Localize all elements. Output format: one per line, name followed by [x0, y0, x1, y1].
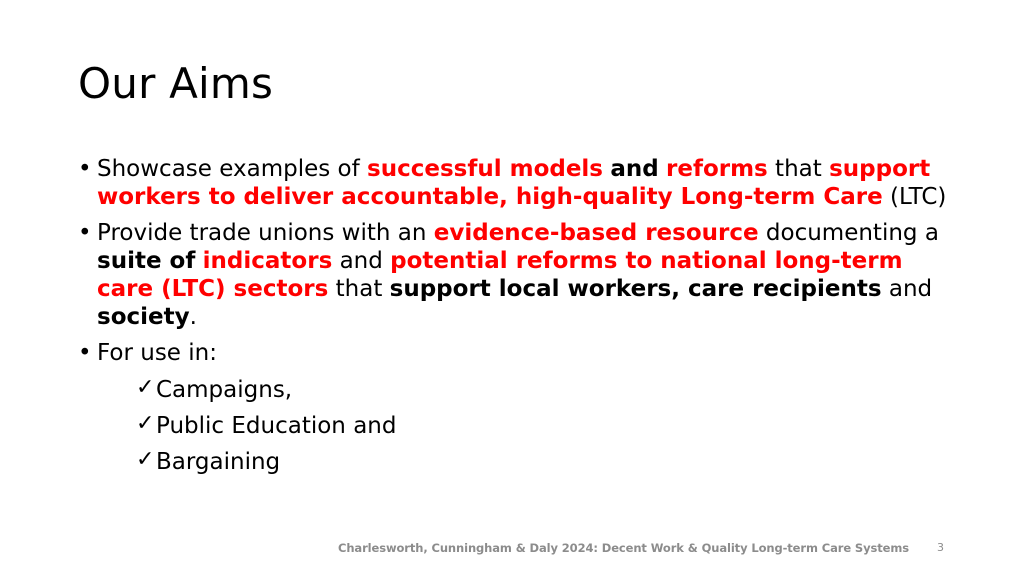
checkmark-icon: ✓	[136, 447, 155, 472]
text-segment: support local workers, care recipients	[389, 276, 882, 302]
bullet-dot: •	[78, 156, 92, 182]
text-segment: society	[97, 304, 190, 330]
bullet-item	[78, 155, 948, 211]
checkmark-icon: ✓	[136, 411, 155, 436]
slide-footer-citation: Charlesworth, Cunningham & Daly 2024: Decent Work & Quality Long-term Care Systems	[338, 541, 909, 555]
bullet-text	[97, 220, 939, 330]
text-segment: For use in:	[97, 340, 217, 366]
checklist-item-label: Public Education and	[156, 413, 397, 439]
slide-title: Our Aims	[78, 59, 274, 108]
checklist-item	[136, 371, 948, 407]
bullet-text	[97, 156, 946, 210]
bullet-text	[97, 340, 217, 366]
text-segment: Provide trade unions with an	[97, 220, 434, 246]
text-segment: evidence-based resource	[433, 220, 759, 246]
text-segment: indicators	[202, 248, 333, 274]
page-number: 3	[937, 541, 944, 554]
text-segment: that	[328, 276, 390, 302]
text-segment: Showcase examples of	[97, 156, 368, 182]
text-segment: (LTC)	[882, 184, 947, 210]
checklist-item-label: Campaigns,	[156, 377, 293, 403]
text-segment: .	[189, 304, 197, 330]
checklist	[97, 371, 948, 479]
text-segment: that	[767, 156, 830, 182]
text-segment: and	[881, 276, 933, 302]
checklist-item	[136, 443, 948, 479]
text-segment: and	[332, 248, 391, 274]
text-segment: documenting a	[758, 220, 939, 246]
checklist-item	[136, 407, 948, 443]
text-segment: and	[610, 156, 659, 182]
text-segment: successful models	[367, 156, 604, 182]
text-segment: reforms	[666, 156, 768, 182]
bullet-item	[78, 339, 948, 479]
text-segment: potential reforms to national long-term care (LTC) sectors	[97, 248, 903, 302]
text-segment	[659, 156, 666, 182]
text-segment: support workers to deliver accountable, high-quality Long-term Care	[97, 156, 931, 210]
checklist-item-label: Bargaining	[156, 449, 281, 475]
bullet-list	[78, 155, 948, 487]
text-segment: suite of	[97, 248, 196, 274]
checkmark-icon: ✓	[136, 375, 155, 400]
bullet-dot: •	[78, 340, 92, 366]
text-segment	[195, 248, 202, 274]
bullet-item	[78, 219, 948, 331]
bullet-dot: •	[78, 220, 92, 246]
